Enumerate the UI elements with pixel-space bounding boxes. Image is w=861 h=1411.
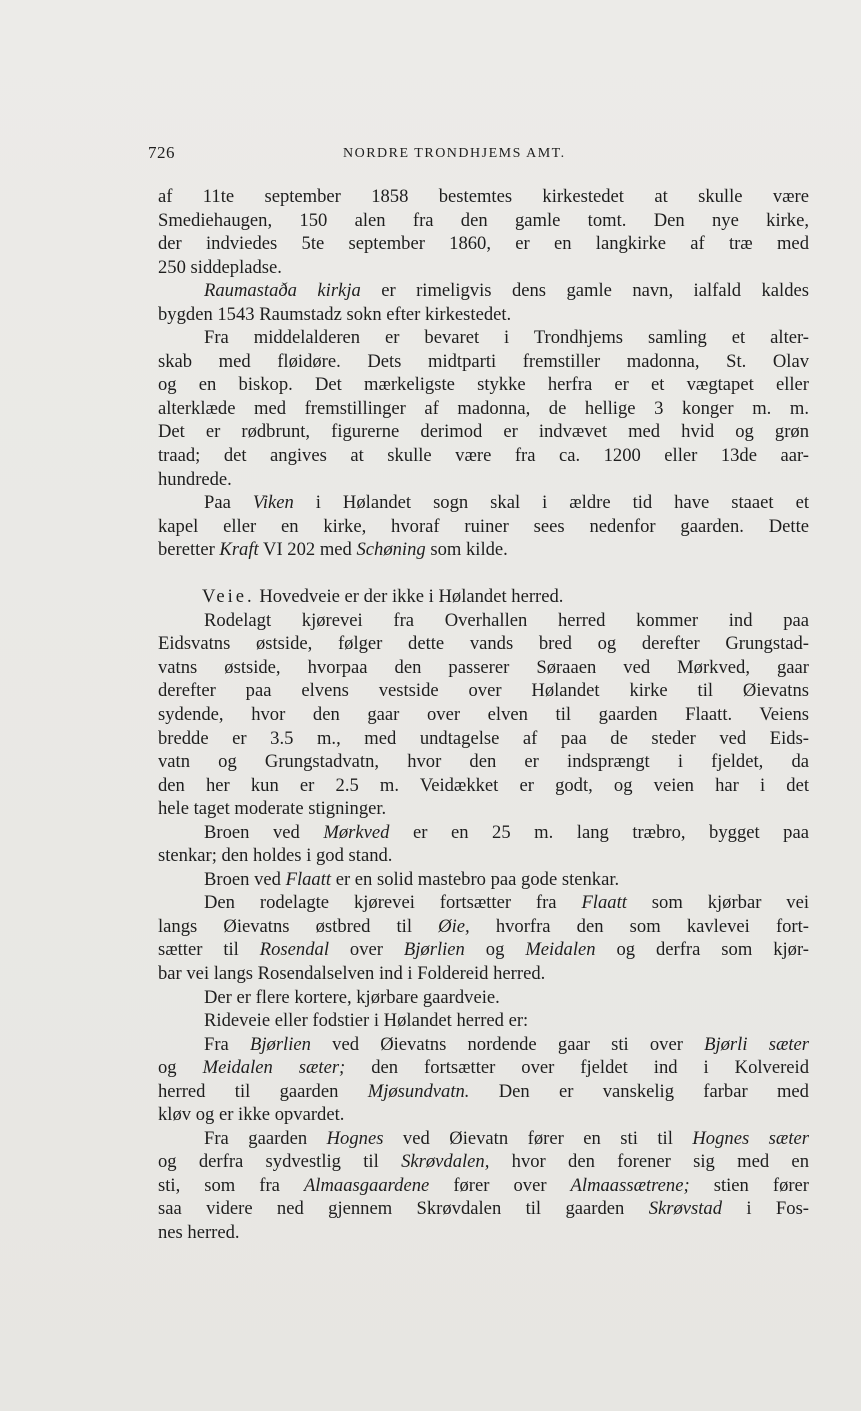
- text-line: hundrede.: [158, 468, 232, 490]
- italic-term: Raumastaða kirkja: [204, 280, 361, 302]
- text-line: og Meidalen sæter; den fortsætter over fjeldet ind i Kolvereid: [158, 1057, 810, 1079]
- text-line: vatn og Grungstadvatn, hvor den er indsprængt i fjeldet, da: [158, 751, 809, 773]
- text-line: herred til gaarden Mjøsundvatn. Den er vanskelig farbar med: [158, 1080, 809, 1102]
- section-gap: [158, 562, 809, 586]
- text-line: skab med fløidøre. Dets midtparti fremstiller madonna, St. Olav: [158, 350, 809, 372]
- italic-term: Mørkved: [323, 821, 390, 843]
- text-line: sti, som fra Almaasgaardene fører over Almaassætrene; stien fører: [158, 1174, 809, 1196]
- text-line: Broen ved Mørkved er en 25 m. lang træbro, bygget paa: [204, 821, 809, 843]
- text-line: alterklæde med fremstillinger af madonna, de hellige 3 konger m. m.: [158, 397, 809, 419]
- paragraph-old-name: [158, 279, 809, 326]
- italic-term: Bjørlien: [403, 939, 465, 961]
- italic-term: Flaatt: [581, 892, 627, 914]
- italic-term: Meidalen: [525, 939, 596, 961]
- paragraph-road-continues: [158, 891, 809, 985]
- italic-term: Bjørli sæter: [704, 1033, 809, 1055]
- text-line: Det er rødbrunt, figurerne derimod er indvævet med hvid og grøn: [158, 421, 809, 443]
- italic-term: Mjøsundvatn.: [367, 1080, 470, 1102]
- section-heading-roads: [158, 585, 809, 609]
- page-number: 726: [148, 143, 175, 162]
- text-line: saa videre ned gjennem Skrøvdalen til gaarden Skrøvstad i Fos-: [158, 1198, 810, 1220]
- italic-term: Rosendal: [259, 939, 329, 961]
- text-line: beretter Kraft VI 202 med Schøning som kilde.: [158, 539, 508, 561]
- paragraph-altar-cabinet: [158, 326, 809, 491]
- text-line: kløv og er ikke opvardet.: [158, 1104, 345, 1126]
- text-line: derefter paa elvens vestside over Hølandet kirke til Øievatns: [158, 680, 809, 702]
- paragraph-church-site: [158, 185, 809, 279]
- text-line: sydende, hvor den gaar over elven til gaarden Flaatt. Veiens: [158, 703, 809, 725]
- italic-term: Meidalen sæter;: [202, 1057, 346, 1079]
- italic-term: Viken: [252, 492, 294, 514]
- text-line: Broen ved Flaatt er en solid mastebro paa gode stenkar.: [204, 868, 620, 890]
- text-line: vatns østside, hvorpaa den passerer Søraaen ved Mørkved, gaar: [158, 656, 809, 678]
- paragraph-flaatt-bridge: [158, 868, 809, 892]
- text-line: Eidsvatns østside, følger dette vands bred og derefter Grungstad-: [158, 633, 809, 655]
- text-line: Der er flere kortere, kjørbare gaardveie.: [204, 986, 500, 1008]
- italic-term: Almaassætrene;: [570, 1174, 690, 1196]
- italic-term: Bjørlien: [250, 1033, 311, 1055]
- text-line: Den rodelagte kjørevei fortsætter fra Flaatt som kjørbar vei: [204, 892, 809, 914]
- paragraph-bridle-paths-intro: [158, 1009, 809, 1033]
- text-line: langs Øievatns østbred til Øie, hvorfra den som kavlevei fort-: [158, 915, 809, 937]
- text-line: Fra Bjørlien ved Øievatns nordende gaar sti over Bjørli sæter: [204, 1033, 809, 1055]
- text-line: traad; det angives at skulle være fra ca. 1200 eller 13de aar-: [158, 445, 809, 467]
- italic-term: Schøning: [356, 539, 426, 561]
- paragraph-viken-chapel: [158, 491, 809, 562]
- text-line: Fra middelalderen er bevaret i Trondhjems samling et alter-: [204, 327, 809, 349]
- text-line: Fra gaarden Hognes ved Øievatn fører en sti til Hognes sæter: [204, 1127, 809, 1149]
- paragraph-rodelagt-road: [158, 609, 809, 821]
- italic-term: Skrøvdalen,: [401, 1151, 490, 1173]
- text-line: stenkar; den holdes i god stand.: [158, 845, 393, 867]
- page-header: [148, 143, 808, 167]
- paragraph-farm-roads: [158, 986, 809, 1010]
- italic-term: Hognes: [326, 1127, 384, 1149]
- text-line: Rodelagt kjørevei fra Overhallen herred kommer ind paa: [204, 609, 809, 631]
- text-line: og derfra sydvestlig til Skrøvdalen, hvor den forener sig med en: [158, 1151, 809, 1173]
- italic-term: Øie,: [438, 915, 470, 937]
- paragraph-hognes-path: [158, 1127, 809, 1245]
- text-line: 250 siddepladse.: [158, 256, 282, 278]
- text-line: af 11te september 1858 bestemtes kirkestedet at skulle være: [158, 186, 809, 207]
- italic-term: Hognes sæter: [692, 1127, 809, 1149]
- running-head: NORDRE TRONDHJEMS AMT.: [343, 146, 566, 161]
- text-line: sætter til Rosendal over Bjørlien og Meidalen og derfra som kjør-: [158, 939, 809, 961]
- italic-term: Flaatt: [285, 868, 332, 890]
- text-line: hele taget moderate stigninger.: [158, 798, 387, 820]
- italic-term: Kraft: [219, 539, 259, 561]
- text-line: og en biskop. Det mærkeligste stykke herfra er et vægtapet eller: [158, 374, 809, 396]
- section-heading: Veie.: [202, 586, 255, 608]
- text-line: bar vei langs Rosendalselven ind i Foldereid herred.: [158, 963, 546, 984]
- text-line: Smediehaugen, 150 alen fra den gamle tomt. Den nye kirke,: [158, 209, 809, 231]
- body-text: [158, 185, 809, 1245]
- text-line: bredde er 3.5 m., med undtagelse af paa de steder ved Eids-: [158, 727, 809, 749]
- text-line: den her kun er 2.5 m. Veidækket er godt, og veien har i det: [158, 774, 809, 796]
- italic-term: Almaasgaardene: [303, 1174, 430, 1196]
- paragraph-bjorlien-path: [158, 1033, 809, 1127]
- paragraph-morkved-bridge: [158, 821, 809, 868]
- text-line: nes herred.: [158, 1222, 240, 1244]
- text-line: Veie. Hovedveie er der ikke i Hølandet herred.: [202, 586, 564, 608]
- italic-term: Skrøvstad: [648, 1198, 723, 1220]
- text-line: Raumastaða kirkja er rimeligvis dens gamle navn, ialfald kaldes: [204, 280, 809, 302]
- text-line: bygden 1543 Raumstadz sokn efter kirkestedet.: [158, 303, 512, 325]
- text-line: der indviedes 5te september 1860, er en langkirke af træ med: [158, 233, 809, 255]
- text-line: kapel eller en kirke, hvoraf ruiner sees nedenfor gaarden. Dette: [158, 515, 809, 537]
- text-line: Paa Viken i Hølandet sogn skal i ældre tid have staaet et: [204, 492, 809, 514]
- text-line: Rideveie eller fodstier i Hølandet herred er:: [204, 1010, 529, 1032]
